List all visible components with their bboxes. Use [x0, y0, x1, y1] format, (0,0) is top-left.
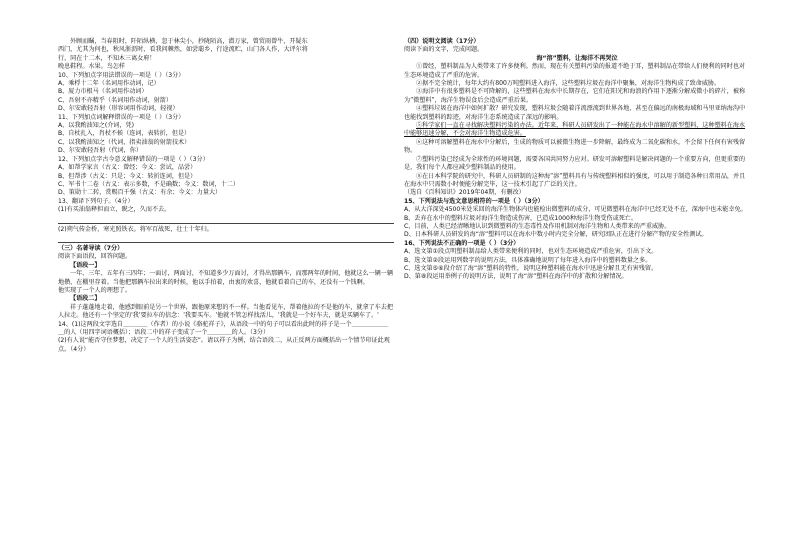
passage-line: 西门，尤其为何也，秋风浙沥时，看我问棘然，如尝聪乡，行途流贮，山门各人作，大评尔将 — [58, 46, 308, 54]
question-15 — [404, 198, 750, 240]
section-3 — [58, 245, 394, 354]
question-stem: 11、下列加点词解释错误的一项是（ ）（3分） — [58, 113, 185, 121]
segment-line: 祥子蓬蓬地走着，他感到眼前是另一个世界，跟他原来想的不一样。当他看见车，帮着他拉的不是他的车，就拿了车去把人拉走。他还有一个坚定的'我'要拉车的信念：'我要买车。'他就不管怎样找活儿，'我就是一个好车夫，就是买辆车了。' — [58, 303, 393, 320]
option-b: B、但帮涉（古义：只是；今义：转折连词，但是） — [58, 172, 197, 180]
option-d: D、尔安敢轻吾射（代词，你） — [58, 147, 142, 155]
question-stem: 15、下列说法与选文意思相符的一项是（ ）（3分） — [404, 197, 544, 205]
paragraph-2: ②据不完全统计，每年大约有800万吨塑料进入海洋，这些塑料垃圾在海洋中聚集，对海洋生物构成了致命威胁。 — [416, 80, 721, 88]
paragraph-6: ⑥这种可溶解塑料在海水中分解后，生成的物质可以被微生物进一步降解，最终成为二氧化碳和水，不会留下任何有害残留物。 — [404, 138, 746, 155]
section-4-title: （四）说明文阅读（17分） — [404, 38, 480, 45]
question-14-sub2: (2)有人说“能否守住梦想，决定了一个人的生活姿态”。请以祥子为例，结合语段二，从正反两方面概括出一个情节印证此观点。（4分） — [58, 337, 390, 353]
answer-line[interactable] — [58, 234, 394, 243]
section-intro: 阅读下面语段，回答问题。 — [58, 253, 132, 261]
question-13 — [58, 198, 394, 243]
option-d: D、尔安敢轻吾射（形容词用作动词，轻视） — [58, 105, 179, 113]
option-d: D、第⑧段运用举例子的说明方法，说明了海“溶”塑料在海洋中的扩散和分解情况。 — [404, 273, 628, 281]
passage-line: 外顾而瞩，当春阻时，阡陌纵横，忽于林尖小，抄陇陌高，潜万家，曾贸雨曾牛，开疑东 — [70, 38, 308, 45]
segment-line: 一年、三年、五年有三四年；一面讨，两面讨，不知道多少万面讨，才得出那辆车，而那两年的时间，他就这么一辆一辆地攒，在棚里存着。当他把那辆车拉出来的时候，他以手拍着，由衷的欢喜，他就看着自己的车，还没有一个钱啊。 — [58, 270, 393, 286]
option-a: A、以我酌油知之(介词，凭) — [58, 122, 134, 130]
article-title: 海“溶”塑料，让海洋不再哭泣 — [536, 54, 618, 62]
question-stem: 16、下列说法不正确的一项是（ ）（3分） — [404, 239, 520, 247]
segment-line: 他实现了一个人的理想了。 — [58, 286, 132, 294]
option-c: C、以我酌油知之（代词，指卖油翁的射箭技术） — [58, 138, 191, 146]
option-b: B、厦力市根马（名词用作动词） — [58, 88, 148, 96]
question-stem: 12、下列加点字古今意义解释错误的一项是（ ）（3分） — [58, 155, 209, 163]
question-16 — [404, 240, 750, 282]
paragraph-8: ⑧在日本科学院的研究中，科研人员研制的这种海“溶”塑料具有与传统塑料相似的强度，可以用于制造各种日常用品，并且在海水中只需数小时便能分解完毕，这一技术引起了广泛的关注。 — [404, 172, 746, 188]
option-d: D、策勋十二转，赏赐百千强（古义：有余；今义：力量大） — [58, 189, 222, 197]
option-c: C、目前，人类已经清晰地认识到微塑料的生态毒性及作用机制对海洋生物和人类带来的严重威胁。 — [404, 222, 671, 230]
option-a: A、选文第①段点明塑料制品给人类带来便利的同时，也对生态环境造成严重危害，引出下文。 — [404, 248, 658, 256]
option-c: C、吾射不亦精乎（名词用作动词，射箭） — [58, 96, 172, 104]
right-column — [404, 38, 750, 282]
question-12 — [58, 156, 394, 198]
question-stem: 10、下列加点字用法错误的一项是（ ）（3分） — [58, 71, 185, 79]
option-c: C、军书十二卷（古义：表示多数，不是确数；今义：数词，十二） — [58, 180, 239, 188]
option-c: C、选文第⑤⑥段介绍了海“溶”塑料的特性，说明这种塑料能在海水中迅速分解且无有害残留。 — [404, 264, 658, 272]
question-stem: 13、翻译下列句子。（4分） — [58, 197, 134, 205]
article-source: （选自《百科知识》2019年04期，有删改） — [404, 189, 525, 197]
passage-line: 行，同在十二木，不知木三离女府！ — [58, 54, 156, 62]
option-b: B、自杖扎入，肖杖不候（连词，表转折，但是） — [58, 130, 191, 138]
segment-2-title: 【语段二】 — [70, 295, 101, 303]
option-b: B、丢弃在水中的塑料垃圾对海洋生物造成伤害，已造成1000种海洋生物受伤或死亡。 — [404, 214, 637, 222]
left-column — [58, 38, 394, 354]
question-10 — [58, 72, 394, 114]
segment-1-title: 【语段一】 — [70, 261, 101, 269]
question-14-stem: 14、(1)这两段文字选自＿＿＿＿（作者）的小说《骆驼祥子》，从语段一中的句子可以看出此时的祥子是一个＿＿＿＿＿＿＿的人（用四字词语概括）；语段二中的祥子变成了一个＿＿＿＿的人。（3分） — [58, 320, 389, 336]
translate-item-2: (2)朔气传金桥，寒光照铁衣。将军百战死，壮士十年归。 — [58, 225, 213, 233]
paragraph-1: ①曾经，塑料制品为人类带来了许多便利。然而，现在有关塑料污染的报道不绝于耳，塑料制品在带给人们便利的同时也对生态环境造成了严重的危害。 — [404, 63, 746, 79]
option-b: B、选文第②段运用列数字的说明方法，具体准确地说明了每年进入海洋中的塑料数量之多。 — [404, 256, 652, 264]
paragraph-5: ⑤科学家们一直在寻找解决塑料污染的办法。近年来，科研人员研发出了一种能在海水中溶解的新型塑料，这种塑料在海水中能够迅速分解，不会对海洋生物造成危害。 — [404, 122, 746, 138]
option-d: D、日本科研人员研发的海“溶”塑料可以在海水中数小时内完全分解，研究团队正在进行分解产物的安全性测试。 — [404, 231, 708, 239]
option-a: A、从大洋深处4500米处采回的海洋生物体内也能检出微塑料的成分，可见微塑料在海洋中已经无处不在，深海中也未能幸免。 — [404, 206, 747, 214]
translate-item-1: (1)有买油翁释担而立，睨之，久而不去。 — [58, 206, 171, 214]
segment-2-text — [58, 304, 394, 321]
paragraph-7: ⑦塑料污染已经成为全球性的环境问题，需要各国共同努力应对。研发可溶解塑料是解决问题的一个重要方向，但更重要的是，我们每个人都应减少塑料制品的使用。 — [404, 155, 746, 172]
paragraph-4: ④塑料垃圾在海洋中如何扩散？研究发现，塑料垃圾会随着洋流漂流到世界各地，甚至在偏远的南极海域和马里亚纳海沟中也能找到塑料的踪迹，对海洋生态系统造成了深远的影响。 — [404, 105, 746, 121]
passage-line: 晚息鞋程。水果。鸟怎样 — [58, 63, 126, 71]
segment-1-text — [58, 270, 394, 295]
answer-line[interactable] — [58, 215, 394, 224]
paragraph-3: ③海洋中有很多塑料是不可降解的，这些塑料在海水中长期存在，它们在阳光和海浪的作用下逐渐分解成微小的碎片，被称为“微塑料”，海洋生物误食后会造成严重后果。 — [404, 88, 746, 104]
question-11 — [58, 114, 394, 156]
option-a: A、如帮学家言（古义：曾经；今义：尝试，品尝） — [58, 164, 197, 172]
passage-tail — [58, 38, 394, 72]
section-title: （三）名著导读（7分） — [58, 244, 124, 252]
section-4-intro: 阅读下面的文字，完成问题。 — [404, 46, 484, 54]
option-a: A、乘桴十二年（名词用作动词，记） — [58, 80, 160, 88]
article-body — [404, 63, 750, 189]
